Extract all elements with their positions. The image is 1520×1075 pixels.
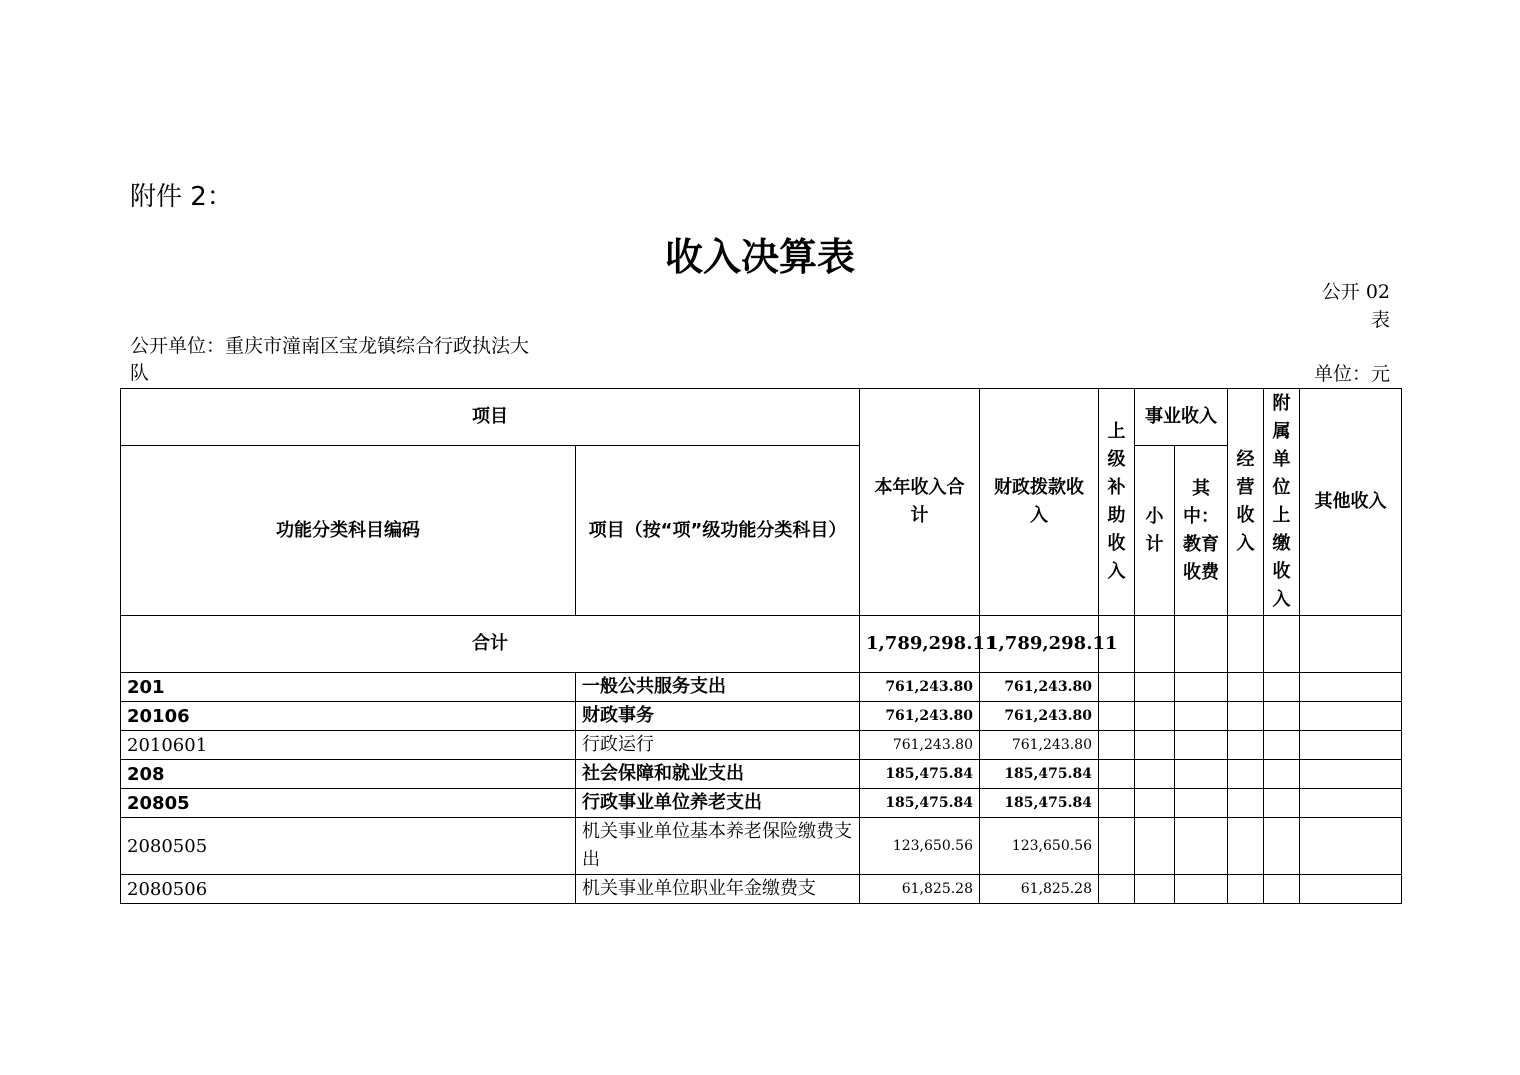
- empty-cell: [1099, 818, 1135, 875]
- document-title: 收入决算表: [664, 235, 855, 279]
- row-total-income: 61,825.28: [860, 875, 980, 904]
- empty-cell: [1135, 731, 1175, 760]
- empty-cell: [1099, 702, 1135, 731]
- empty-cell: [1300, 731, 1402, 760]
- empty-cell: [1175, 818, 1228, 875]
- table-row: [121, 818, 1402, 875]
- empty-cell: [1099, 875, 1135, 904]
- row-name: 社会保障和就业支出: [576, 760, 860, 789]
- row-name: 机关事业单位职业年金缴费支: [576, 875, 860, 904]
- row-code: 201: [121, 673, 576, 702]
- empty-cell: [1135, 875, 1175, 904]
- row-fiscal-income: 761,243.80: [980, 673, 1099, 702]
- row-name: 行政运行: [576, 731, 860, 760]
- header-operating-income: 经营收入: [1228, 389, 1264, 616]
- empty-cell: [1228, 616, 1264, 673]
- row-code: 2080506: [121, 875, 576, 904]
- empty-cell: [1264, 789, 1300, 818]
- row-code: 20106: [121, 702, 576, 731]
- empty-cell: [1135, 760, 1175, 789]
- total-income-value: 1,789,298.11: [860, 616, 980, 673]
- row-total-income: 761,243.80: [860, 702, 980, 731]
- row-total-income: 123,650.56: [860, 818, 980, 875]
- empty-cell: [1175, 702, 1228, 731]
- header-subtotal: 小计: [1135, 446, 1175, 616]
- header-other-income: 其他收入: [1300, 389, 1402, 616]
- empty-cell: [1135, 702, 1175, 731]
- empty-cell: [1300, 616, 1402, 673]
- row-fiscal-income: 185,475.84: [980, 760, 1099, 789]
- empty-cell: [1135, 789, 1175, 818]
- empty-cell: [1300, 673, 1402, 702]
- header-business-income: 事业收入: [1135, 389, 1228, 446]
- empty-cell: [1300, 760, 1402, 789]
- reporting-unit: 公开单位：重庆市潼南区宝龙镇综合行政执法大队: [130, 335, 530, 384]
- row-name: 财政事务: [576, 702, 860, 731]
- empty-cell: [1135, 673, 1175, 702]
- row-name: 行政事业单位养老支出: [576, 789, 860, 818]
- table-row: [121, 702, 1402, 731]
- empty-cell: [1264, 673, 1300, 702]
- table-row: [121, 875, 1402, 904]
- empty-cell: [1300, 702, 1402, 731]
- empty-cell: [1099, 673, 1135, 702]
- empty-cell: [1175, 760, 1228, 789]
- header-education-fee: 其中：教育收费: [1175, 446, 1228, 616]
- table-row: [121, 760, 1402, 789]
- empty-cell: [1228, 818, 1264, 875]
- empty-cell: [1300, 818, 1402, 875]
- empty-cell: [1228, 789, 1264, 818]
- header-func-code: 功能分类科目编码: [121, 446, 576, 616]
- row-fiscal-income: 761,243.80: [980, 702, 1099, 731]
- empty-cell: [1300, 789, 1402, 818]
- empty-cell: [1175, 789, 1228, 818]
- row-code: 2010601: [121, 731, 576, 760]
- row-total-income: 761,243.80: [860, 673, 980, 702]
- header-total-income: 本年收入合计: [860, 389, 980, 616]
- income-table: [120, 388, 1402, 904]
- empty-cell: [1099, 731, 1135, 760]
- empty-cell: [1099, 789, 1135, 818]
- empty-cell: [1175, 616, 1228, 673]
- table-row: [121, 789, 1402, 818]
- row-total-income: 185,475.84: [860, 789, 980, 818]
- form-code: 公开 02 表: [1321, 281, 1390, 331]
- empty-cell: [1135, 818, 1175, 875]
- empty-cell: [1264, 875, 1300, 904]
- empty-cell: [1300, 875, 1402, 904]
- empty-cell: [1264, 616, 1300, 673]
- row-fiscal-income: 123,650.56: [980, 818, 1099, 875]
- empty-cell: [1175, 731, 1228, 760]
- total-row: [121, 616, 1402, 673]
- empty-cell: [1135, 616, 1175, 673]
- empty-cell: [1175, 875, 1228, 904]
- header-affiliated-income: 附属单位上缴收入: [1264, 389, 1300, 616]
- currency-unit: 单位：元: [1313, 363, 1390, 385]
- empty-cell: [1264, 760, 1300, 789]
- row-fiscal-income: 61,825.28: [980, 875, 1099, 904]
- table-row: [121, 673, 1402, 702]
- empty-cell: [1228, 875, 1264, 904]
- row-name: 一般公共服务支出: [576, 673, 860, 702]
- total-label: 合计: [121, 616, 860, 673]
- attachment-label: 附件 2：: [130, 182, 233, 212]
- header-fiscal-income: 财政拨款收入: [980, 389, 1099, 616]
- row-fiscal-income: 185,475.84: [980, 789, 1099, 818]
- header-superior-subsidy: 上级补助收入: [1099, 389, 1135, 616]
- row-name: 机关事业单位基本养老保险缴费支出: [576, 818, 860, 875]
- empty-cell: [1228, 731, 1264, 760]
- row-code: 2080505: [121, 818, 576, 875]
- row-total-income: 185,475.84: [860, 760, 980, 789]
- empty-cell: [1264, 818, 1300, 875]
- header-project: 项目: [121, 389, 860, 446]
- total-fiscal-value: 1,789,298.11: [980, 616, 1099, 673]
- row-total-income: 761,243.80: [860, 731, 980, 760]
- empty-cell: [1228, 702, 1264, 731]
- empty-cell: [1264, 731, 1300, 760]
- empty-cell: [1228, 760, 1264, 789]
- row-code: 208: [121, 760, 576, 789]
- empty-cell: [1175, 673, 1228, 702]
- empty-cell: [1264, 702, 1300, 731]
- row-fiscal-income: 761,243.80: [980, 731, 1099, 760]
- table-row: [121, 731, 1402, 760]
- row-code: 20805: [121, 789, 576, 818]
- empty-cell: [1228, 673, 1264, 702]
- empty-cell: [1099, 760, 1135, 789]
- header-project-detail: 项目（按“项”级功能分类科目）: [576, 446, 860, 616]
